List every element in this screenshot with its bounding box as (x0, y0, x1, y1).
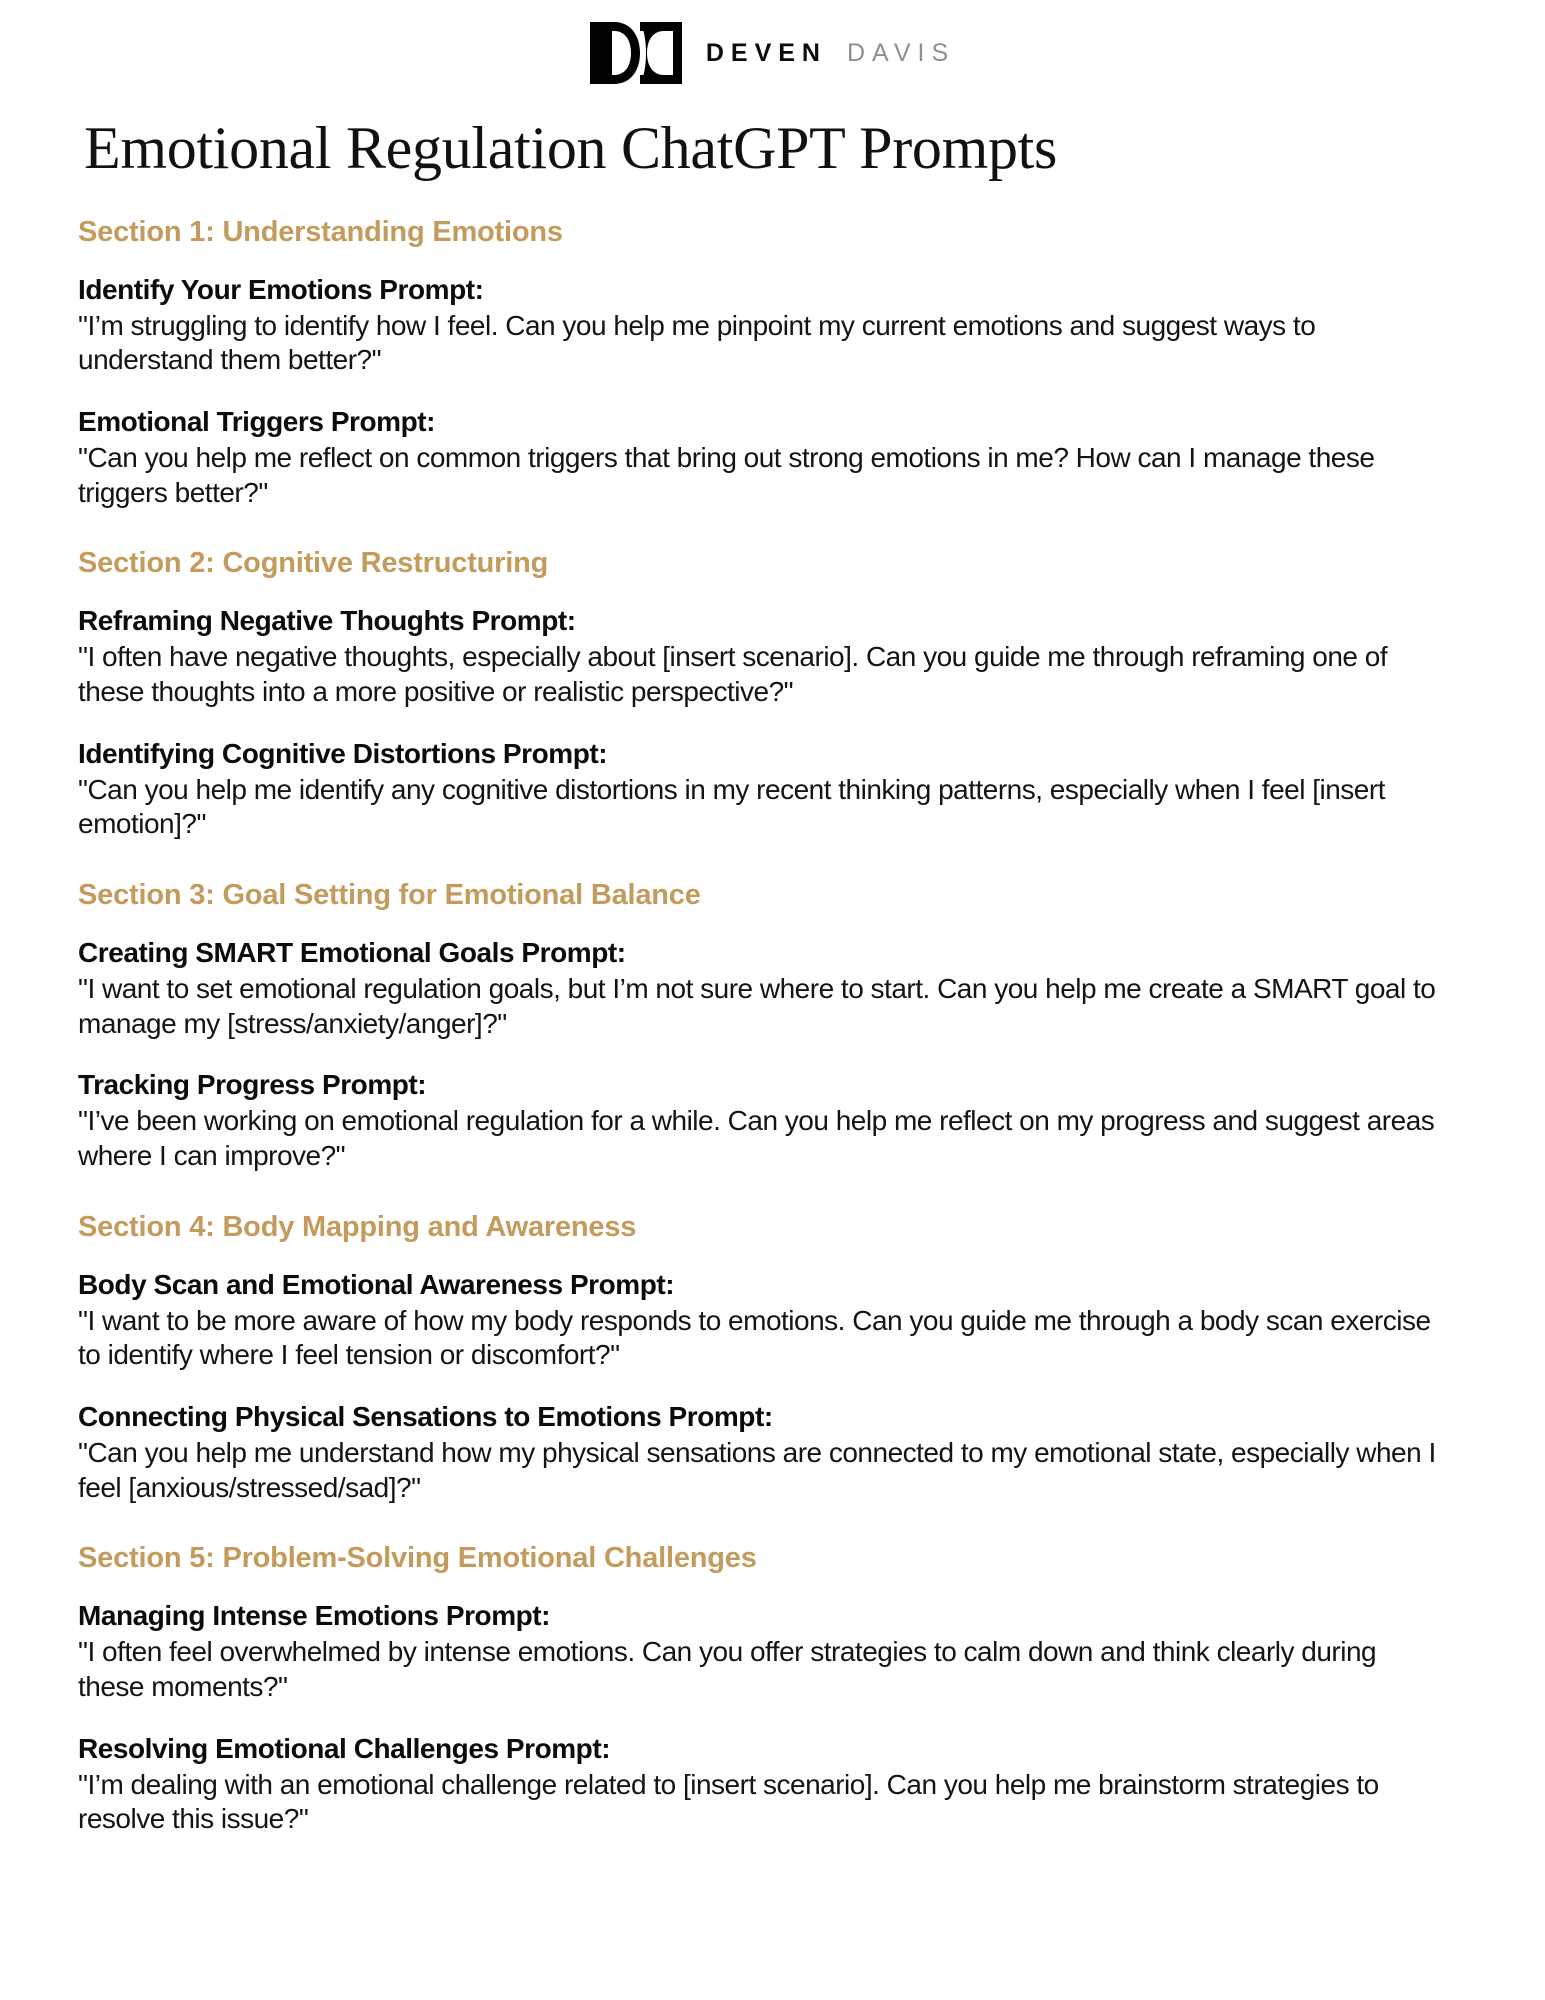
brand-header (78, 0, 1467, 92)
prompt-title: Identify Your Emotions Prompt: (78, 273, 484, 305)
prompt-block (78, 1399, 1467, 1505)
prompt-block (78, 1731, 1467, 1837)
prompt-title: Creating SMART Emotional Goals Prompt: (78, 936, 626, 968)
prompt-text: "I’m struggling to identify how I feel. Can you help me pinpoint my current emotions and suggest ways to understand them better?" (78, 309, 1316, 376)
prompt-text: "Can you help me identify any cognitive distortions in my recent thinking patterns, especially when I feel [insert emotion]?" (78, 773, 1385, 840)
prompt-text: "I often feel overwhelmed by intense emotions. Can you offer strategies to calm down and think clearly during these moments?" (78, 1636, 1377, 1702)
prompt-block (78, 272, 1467, 378)
brand-wordmark (706, 39, 955, 68)
section (78, 1210, 1467, 1506)
prompt-block (78, 404, 1467, 510)
prompt-block (78, 1267, 1467, 1373)
page-title: Emotional Regulation ChatGPT Prompts (84, 115, 1058, 181)
prompt-title: Managing Intense Emotions Prompt: (78, 1600, 551, 1632)
prompt-title: Body Scan and Emotional Awareness Prompt: (78, 1268, 675, 1300)
prompt-title: Resolving Emotional Challenges Prompt: (78, 1732, 611, 1764)
dd-monogram-logo-icon (590, 22, 682, 84)
brand-name-last: DAVIS (846, 38, 956, 67)
prompt-title: Connecting Physical Sensations to Emotions Prompt: (78, 1401, 773, 1433)
prompt-text: "I often have negative thoughts, especially about [insert scenario]. Can you guide me through reframing one of these thoughts into a more positive or realistic perspective?" (78, 641, 1388, 707)
section-heading: Section 2: Cognitive Restructuring (78, 547, 549, 580)
prompt-title: Emotional Triggers Prompt: (78, 406, 436, 438)
section (78, 878, 1467, 1174)
section (78, 1541, 1467, 1837)
prompt-text: "I want to set emotional regulation goals, but I’m not sure where to start. Can you help me create a SMART goal to manage my [stress/anxiety/anger]?" (78, 972, 1436, 1039)
brand-name-first: DEVEN (705, 38, 827, 67)
section (78, 215, 1467, 511)
prompt-text: "I want to be more aware of how my body responds to emotions. Can you guide me through a body scan exercise to identify where I feel tension or discomfort?" (78, 1304, 1431, 1371)
section-heading: Section 3: Goal Setting for Emotional Balance (78, 879, 701, 912)
prompt-text: "Can you help me understand how my physical sensations are connected to my emotional state, especially when I feel [anxious/stressed/sad]?" (78, 1437, 1436, 1503)
prompt-block (78, 1598, 1467, 1704)
prompt-text: "Can you help me reflect on common triggers that bring out strong emotions in me? How can I manage these triggers better?" (78, 442, 1375, 508)
prompt-title: Reframing Negative Thoughts Prompt: (78, 605, 576, 637)
sections-container (78, 215, 1467, 1837)
prompt-block (78, 736, 1467, 842)
section-heading: Section 5: Problem-Solving Emotional Challenges (78, 1542, 757, 1575)
section (78, 546, 1467, 842)
prompt-title: Tracking Progress Prompt: (78, 1069, 427, 1101)
prompt-title: Identifying Cognitive Distortions Prompt: (78, 737, 608, 769)
section-heading: Section 1: Understanding Emotions (78, 215, 563, 248)
prompt-block (78, 603, 1467, 709)
prompt-block (78, 935, 1467, 1041)
prompt-text: "I’m dealing with an emotional challenge related to [insert scenario]. Can you help me brainstorm strategies to resolve this issue?" (78, 1768, 1379, 1835)
prompt-block (78, 1067, 1467, 1173)
section-heading: Section 4: Body Mapping and Awareness (78, 1210, 637, 1243)
prompt-text: "I’ve been working on emotional regulation for a while. Can you help me reflect on my progress and suggest areas where I can improve?" (78, 1105, 1435, 1172)
